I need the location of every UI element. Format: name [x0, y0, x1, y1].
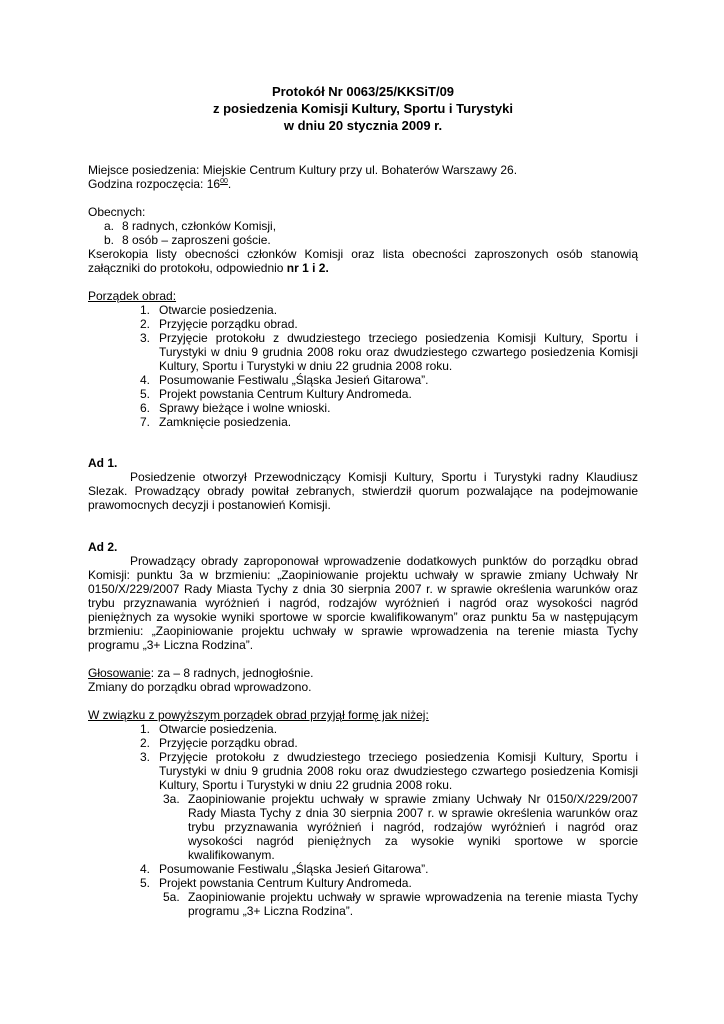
attendance-heading: Obecnych:	[88, 205, 146, 219]
list-item: 7. Zamknięcie posiedzenia.	[140, 415, 292, 429]
list-item: 6. Sprawy bieżące i wolne wnioski.	[140, 401, 331, 415]
title-line-1: Protokół Nr 0063/25/KKSiT/09	[271, 84, 455, 99]
new-agenda-list	[88, 722, 638, 792]
title-line-2: z posiedzenia Komisji Kultury, Sportu i Turystyki	[212, 101, 513, 116]
new-agenda-heading: W związku z powyższym porządek obrad przyjął formę jak niżej:	[88, 708, 429, 722]
sub-agenda-3a	[88, 792, 638, 862]
list-item: 3. Przyjęcie protokołu z dwudziestego trzeciego posiedzenia Komisji Kultury, Sportu i Turystyki w dniu 9 grudnia 2008 roku oraz dwudziestego czwartego posiedzenia Komisji Kultury, Sportu i Turystyki w dniu 22 grudnia 2008 roku.	[140, 750, 638, 792]
list-item: 3a. Zaopiniowanie projektu uchwały w sprawie zmiany Uchwały Nr 0150/X/229/2007 Rady Miasta Tychy z dnia 30 sierpnia 2007 r. w sprawie określenia warunków oraz trybu przyznawania wyróżnień i nagród, rodzajów wyróżnień i nagród oraz wysokości nagród pieniężnych za wysokie wyniki sportowe w sporcie kwalifikowanym.	[163, 792, 638, 862]
agenda-list	[88, 303, 638, 429]
ad2-text: Prowadzący obrady zaproponował wprowadzenie dodatkowych punktów do porządku obrad Komisji: punktu 3a w brzmieniu: „Zaopiniowanie projektu uchwały w sprawie zmiany Uchwały Nr 0150/X/229/2007 Rady Miasta Tychy z dnia 30 sierpnia 2007 r. w sprawie określenia warunków oraz trybu przyznawania wyróżnień i nagród, rodzajów wyróżnień i nagród oraz wysokości nagród pieniężnych za wysokie wyniki sportowe w sporcie kwalifikowanym” oraz punktu 5a w następującym brzmieniu: „Zaopiniowanie projektu uchwały w sprawie wprowadzenia na terenie miasta Tychy programu „3+ Liczna Rodzina”.	[88, 554, 638, 652]
list-item: 2. Przyjęcie porządku obrad.	[140, 317, 298, 331]
ad1-text: Posiedzenie otworzył Przewodniczący Komisji Kultury, Sportu i Turystyki radny Klaudiusz Slezak. Prowadzący obrady powitał zebranych, stwierdził quorum pozwalające na podejmowanie prawomocnych decyzji i postanowień Komisji.	[88, 470, 638, 512]
attendance-list	[88, 219, 638, 247]
list-item: 5. Projekt powstania Centrum Kultury Andromeda.	[140, 876, 412, 890]
list-item: 4. Posumowanie Festiwalu „Śląska Jesień Gitarowa”.	[140, 862, 429, 876]
list-item: 2. Przyjęcie porządku obrad.	[140, 736, 298, 750]
list-item: 1. Otwarcie posiedzenia.	[140, 303, 278, 317]
list-item: a. 8 radnych, członków Komisji,	[104, 219, 277, 233]
agenda-heading: Porządek obrad:	[88, 289, 177, 303]
list-item: 5. Projekt powstania Centrum Kultury Andromeda.	[140, 387, 412, 401]
sub-agenda-5a	[88, 890, 638, 918]
title-line-3: w dniu 20 stycznia 2009 r.	[283, 118, 443, 133]
meeting-place: Miejsce posiedzenia: Miejskie Centrum Kultury przy ul. Bohaterów Warszawy 26.	[88, 163, 518, 177]
vote-line: Głosowanie: za – 8 radnych, jednogłośnie.	[88, 666, 314, 680]
document-title	[88, 83, 638, 134]
list-item: 1. Otwarcie posiedzenia.	[140, 722, 278, 736]
list-item: 5a. Zaopiniowanie projektu uchwały w sprawie wprowadzenia na terenie miasta Tychy programu „3+ Liczna Rodzina”.	[163, 890, 638, 918]
new-agenda-list-continued	[88, 862, 638, 890]
ad1-heading: Ad 1.	[88, 456, 118, 470]
list-item: 4. Posumowanie Festiwalu „Śląska Jesień Gitarowa”.	[140, 373, 429, 387]
start-time: Godzina rozpoczęcia: $16^{00}$.	[88, 177, 232, 191]
ad2-heading: Ad 2.	[88, 540, 118, 554]
attendance-note: Kserokopia listy obecności członków Komisji oraz lista obecności zaproszonych osób stanowią załączniki do protokołu, odpowiednio nr 1 i 2.	[88, 247, 638, 275]
list-item: 3. Przyjęcie protokołu z dwudziestego trzeciego posiedzenia Komisji Kultury, Sportu i Turystyki w dniu 9 grudnia 2008 roku oraz dwudziestego czwartego posiedzenia Komisji Kultury, Sportu i Turystyki w dniu 22 grudnia 2008 roku.	[140, 331, 638, 373]
list-item: b. 8 osób – zaproszeni goście.	[104, 233, 271, 247]
document-page	[88, 83, 638, 918]
vote-result: Zmiany do porządku obrad wprowadzono.	[88, 680, 312, 694]
